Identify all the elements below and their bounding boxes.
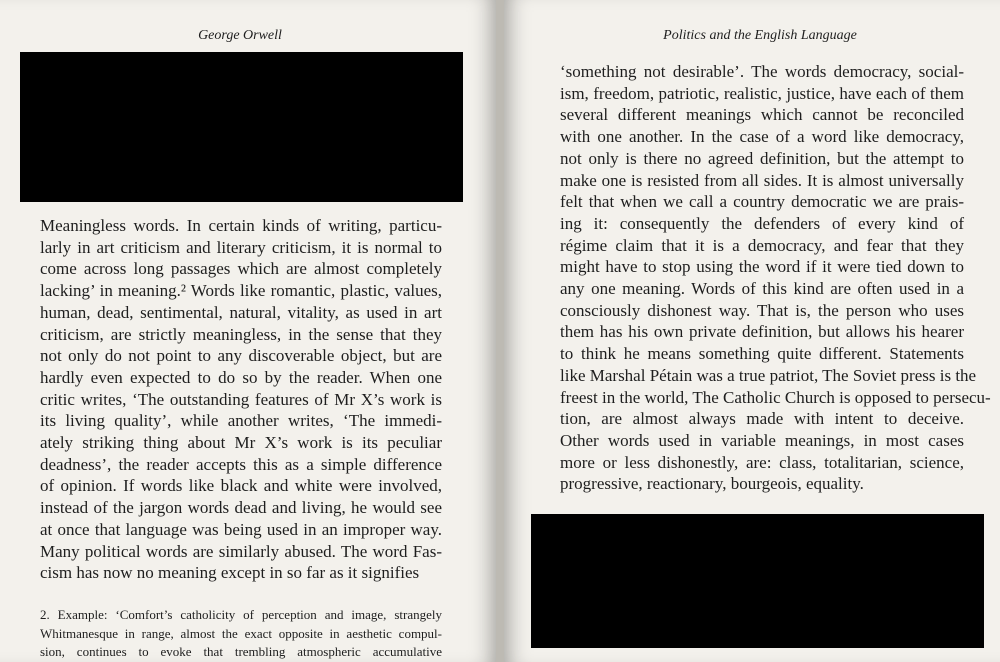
left-body-line: criticism, are strictly meaningless, in the sense that they [40, 324, 442, 344]
footnote-line: 2. Example: ‘Comfort’s catholicity of perception and image, strangely [40, 607, 442, 622]
right-body-line: freest in the world, The Catholic Church is opposed to persecu- [560, 387, 991, 407]
redaction-block-right [531, 514, 984, 648]
right-body-line: more or less dishonestly, are: class, totalitarian, science, [560, 452, 964, 472]
right-body-line: to think he means something quite different. Statements [560, 344, 964, 364]
right-running-head: Politics and the English Language [663, 28, 857, 43]
right-body-line: Other words used in variable meanings, in most cases [560, 430, 964, 450]
left-body-line: larly in art criticism and literary criticism, it is normal to [40, 237, 442, 257]
right-body-text [560, 61, 991, 495]
right-body-line: any one meaning. Words of this kind are often used in a [560, 279, 964, 299]
left-body-line: come across long passages which are almost completely [40, 259, 442, 279]
right-body-line: several different meanings which cannot be reconciled [560, 105, 964, 125]
left-footnote [40, 606, 442, 662]
left-body-text [40, 215, 442, 584]
right-body-line: consciously dishonest way. That is, the person who uses [560, 300, 964, 320]
left-body-line: its living quality’, while another writes, ‘The immedi- [40, 411, 442, 431]
left-body-line: Meaningless words. In certain kinds of writing, particu- [40, 216, 442, 235]
left-body-line: of opinion. If words like black and white were involved, [40, 476, 442, 496]
right-body-line: tion, are almost always made with intent to deceive. [560, 409, 964, 429]
right-body-line: ing it: consequently the defenders of every kind of [560, 213, 964, 233]
right-body-line: régime claim that it is a democracy, and fear that they [560, 235, 964, 255]
left-body-line: Many political words are similarly abused. The word Fas- [40, 541, 442, 561]
right-body-line: them has his own private definition, but allows his hearer [560, 322, 964, 342]
left-body-line: ately striking thing about Mr X’s work is its peculiar [40, 433, 442, 453]
right-body-line: not only is there no agreed definition, but the attempt to [560, 148, 964, 168]
left-running-head: George Orwell [198, 28, 282, 43]
left-body-line: critic writes, ‘The outstanding features of Mr X’s work is [40, 389, 442, 409]
left-body-line: cism has now no meaning except in so far as it signifies [40, 563, 420, 583]
left-body-line: lacking’ in meaning.² Words like romantic, plastic, values, [40, 281, 442, 301]
left-body-line: instead of the jargon words dead and living, he would see [40, 498, 442, 518]
left-body-line: hardly even expected to do so by the reader. When one [40, 367, 442, 387]
left-body-line: at once that language was being used in an improper way. [40, 519, 442, 539]
left-body-line: deadness’, the reader accepts this as a simple difference [40, 454, 442, 474]
right-body-line: felt that when we call a country democratic we are prais- [560, 192, 964, 212]
right-body-line: make one is resisted from all sides. It is almost universally [560, 170, 964, 190]
footnote-line: Whitmanesque in range, almost the exact opposite in aesthetic compul- [40, 625, 442, 641]
right-body-line: like Marshal Pétain was a true patriot, The Soviet press is the [560, 365, 977, 385]
right-body-line: might have to stop using the word if it were tied down to [560, 257, 964, 277]
right-body-line: with one another. In the case of a word like democracy, [560, 127, 964, 147]
right-body-line: progressive, reactionary, bourgeois, equality. [560, 474, 864, 494]
redaction-block-left [20, 52, 463, 202]
footnote-line: sion, continues to evoke that trembling atmospheric accumulative [40, 644, 442, 659]
left-body-line: human, dead, sentimental, natural, vitality, as used in art [40, 302, 442, 322]
book-gutter [496, 0, 504, 662]
right-body-line: ism, freedom, patriotic, realistic, justice, have each of them [560, 83, 964, 103]
right-body-line: ‘something not desirable’. The words democracy, social- [560, 62, 964, 81]
left-body-line: not only do not point to any discoverable object, but are [40, 346, 442, 366]
